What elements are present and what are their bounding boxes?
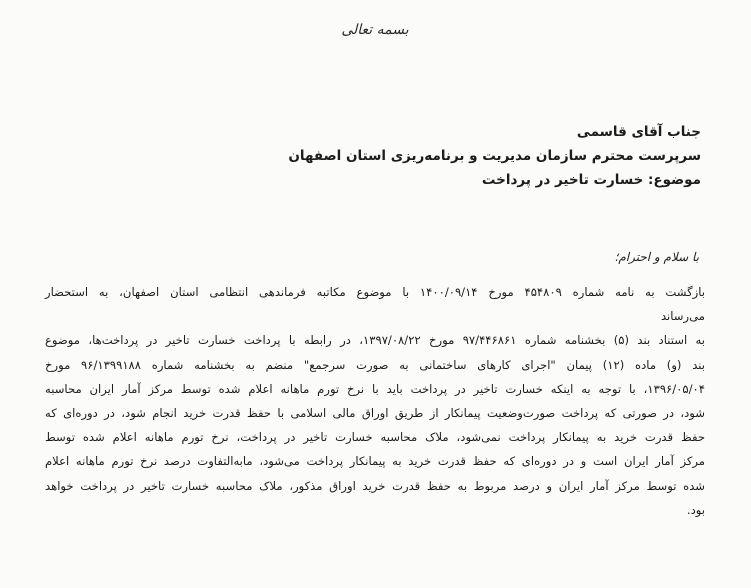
recipient-name: جناب آقای قاسمی [576,124,701,140]
body-line: مرکز آمار ایران است و در دوره‌ای که حفظ قدرت خرید به پیمانکار پرداخت می‌شود، مابه‌التفاوت درصد نرخ تورم ماهانه اعلام [45,454,705,469]
paragraph-1 [45,280,705,328]
invocation-heading: بسمه تعالی [341,22,409,38]
body-line: شود، در صورتی که پرداخت صورت‌وضعیت پیمانکار از طریق اوراق مالی اسلامی با حفظ قدرت خرید انجام شود، در دوره‌ای که [45,406,705,421]
letter-body [45,280,705,522]
body-line: بود. [686,502,705,517]
letter-header [141,120,701,192]
body-line: شده توسط مرکز آمار ایران و درصد مربوط به حفظ قدرت خرید اوراق مذکور، ملاک محاسبه خسارت تاخیر در پرداخت خواهد [45,478,705,493]
body-line: بند (و) ماده (۱۲) پیمان "اجرای کارهای ساختمانی به صورت سرجمع" منضم به بخشنامه شماره ۹۶/۱۳۹۹۱۸۸ مورخ [45,357,706,372]
recipient-title: سرپرست محترم سازمان مدیریت و برنامه‌ریزی استان اصفهان [288,148,701,164]
body-line: ۱۳۹۶/۰۵/۰۴، با توجه به اینکه خسارت تاخیر در پرداخت باید با نرخ تورم ماهانه اعلام شده توسط مرکز آمار ایران محاسبه [45,381,705,396]
greeting: با سلام و احترام؛ [614,250,699,264]
subject-line: موضوع: خسارت تاخیر در پرداخت [481,172,701,188]
paragraph-2 [45,328,705,522]
body-line: حفظ قدرت خرید به پیمانکار پرداخت نمی‌شود، ملاک محاسبه خسارت تاخیر در پرداخت، نرخ تورم ماهانه اعلام شده توسط [45,430,705,445]
body-line: بازگشت به نامه شماره ۴۵۴۸۰۹ مورخ ۱۴۰۰/۰۹/۱۴ با موضوع مکاتبه فرماندهی انتظامی استان اصفهان، به استحضار [45,285,705,299]
body-line: به استناد بند (۵) بخشنامه شماره ۹۷/۴۴۶۸۶۱ مورخ ۱۳۹۷/۰۸/۲۲، در رابطه با پرداخت خسارت تاخیر در پرداخت‌ها، موضوع [45,333,705,348]
body-line: می‌رساند [660,309,705,324]
